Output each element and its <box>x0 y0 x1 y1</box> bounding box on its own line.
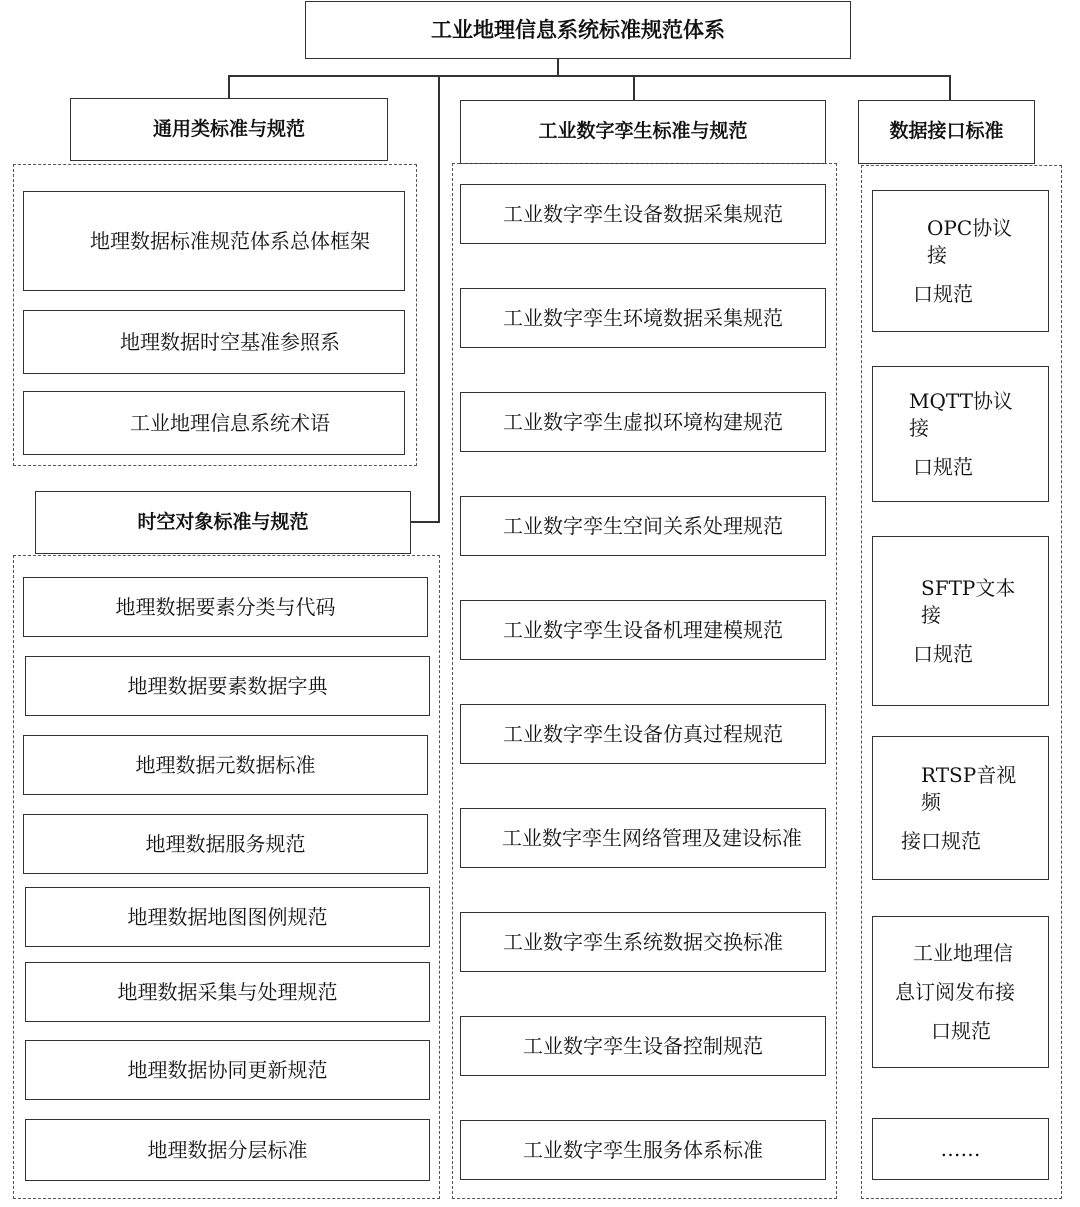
spatiotemporal-item-label: 地理数据要素数据字典 <box>127 673 328 698</box>
connector-horizontal-bus <box>228 75 951 77</box>
digital-twin-item <box>460 496 826 556</box>
spatiotemporal-item-label: 地理数据服务规范 <box>145 831 306 856</box>
spatiotemporal-item-label: 地理数据要素分类与代码 <box>115 594 336 619</box>
digital-twin-item <box>460 704 826 764</box>
connector-data-interface <box>949 75 951 100</box>
digital-twin-item <box>460 808 826 868</box>
digital-twin-item <box>460 1120 826 1180</box>
spatiotemporal-item <box>23 577 428 637</box>
data-interface-item-line: MQTT协议接 <box>909 388 1013 440</box>
data-interface-item-line: SFTP文本接 <box>921 575 1016 627</box>
general-item-label: 地理数据时空基准参照系 <box>120 329 340 354</box>
connector-spatiotemporal-horizontal <box>410 521 440 523</box>
data-interface-item <box>872 1118 1049 1180</box>
general-item <box>23 310 405 374</box>
general-item <box>23 391 405 455</box>
data-interface-item-line: 息订阅发布接 <box>895 979 1015 1004</box>
spatiotemporal-item-label: 地理数据地图图例规范 <box>127 904 328 929</box>
category-spatiotemporal-title: 时空对象标准与规范 <box>137 510 309 533</box>
spatiotemporal-item <box>23 814 428 874</box>
data-interface-item <box>872 736 1049 880</box>
data-interface-item-line: 口规范 <box>913 454 973 479</box>
spatiotemporal-item-label: 地理数据元数据标准 <box>135 752 316 777</box>
general-item-label: 工业地理信息系统术语 <box>130 410 330 435</box>
category-general-title: 通用类标准与规范 <box>152 117 305 140</box>
digital-twin-item-label: 工业数字孪生设备控制规范 <box>523 1033 763 1058</box>
category-data-interface-title: 数据接口标准 <box>889 120 1004 143</box>
data-interface-item-line: 工业地理信 <box>913 940 1013 965</box>
category-spatiotemporal-header <box>35 491 411 554</box>
category-spatiotemporal-group <box>13 555 440 1199</box>
data-interface-item <box>872 190 1049 332</box>
root-title-box <box>305 1 851 59</box>
data-interface-item-line: 接口规范 <box>901 828 981 853</box>
digital-twin-item <box>460 288 826 348</box>
connector-digital-twin <box>633 75 635 100</box>
category-general-header <box>70 98 388 161</box>
spatiotemporal-item <box>23 735 428 795</box>
general-item <box>23 191 405 291</box>
category-digital-twin-title: 工业数字孪生标准与规范 <box>538 120 748 143</box>
data-interface-item-line: 口规范 <box>913 641 973 666</box>
data-interface-item-ellipsis: …… <box>940 1136 981 1161</box>
data-interface-item <box>872 366 1049 502</box>
connector-general <box>228 75 230 98</box>
spatiotemporal-item-label: 地理数据分层标准 <box>147 1137 308 1162</box>
spatiotemporal-item <box>25 656 430 716</box>
spatiotemporal-item <box>25 962 430 1022</box>
spatiotemporal-item <box>25 887 430 947</box>
connector-spatiotemporal-vertical <box>438 75 440 522</box>
general-item-label: 地理数据标准规范体系总体框架 <box>90 228 370 253</box>
connector-root-down <box>557 59 559 76</box>
digital-twin-item-label: 工业数字孪生虚拟环境构建规范 <box>503 409 783 434</box>
root-title: 工业地理信息系统标准规范体系 <box>431 17 725 42</box>
digital-twin-item-label: 工业数字孪生设备仿真过程规范 <box>503 721 783 746</box>
data-interface-item <box>872 916 1049 1068</box>
spatiotemporal-item <box>25 1040 430 1100</box>
digital-twin-item-label: 工业数字孪生服务体系标准 <box>523 1137 763 1162</box>
spatiotemporal-item <box>25 1119 430 1181</box>
digital-twin-item <box>460 392 826 452</box>
digital-twin-item <box>460 184 826 244</box>
digital-twin-item-label: 工业数字孪生网络管理及建设标准 <box>502 825 802 850</box>
digital-twin-item-label: 工业数字孪生系统数据交换标准 <box>503 929 783 954</box>
digital-twin-item <box>460 600 826 660</box>
category-data-interface-header <box>858 100 1035 164</box>
spatiotemporal-item-label: 地理数据采集与处理规范 <box>117 979 338 1004</box>
data-interface-item-line: 口规范 <box>931 1018 991 1043</box>
digital-twin-item-label: 工业数字孪生设备数据采集规范 <box>503 201 783 226</box>
digital-twin-item-label: 工业数字孪生环境数据采集规范 <box>503 305 783 330</box>
digital-twin-item-label: 工业数字孪生设备机理建模规范 <box>503 617 783 642</box>
data-interface-item-line: OPC协议接 <box>927 215 1013 267</box>
data-interface-item-line: RTSP音视频 <box>921 762 1017 814</box>
digital-twin-item <box>460 1016 826 1076</box>
data-interface-item-line: 口规范 <box>913 281 973 306</box>
digital-twin-item <box>460 912 826 972</box>
digital-twin-item-label: 工业数字孪生空间关系处理规范 <box>503 513 783 538</box>
data-interface-item <box>872 536 1049 706</box>
category-digital-twin-header <box>460 100 826 164</box>
spatiotemporal-item-label: 地理数据协同更新规范 <box>127 1057 328 1082</box>
